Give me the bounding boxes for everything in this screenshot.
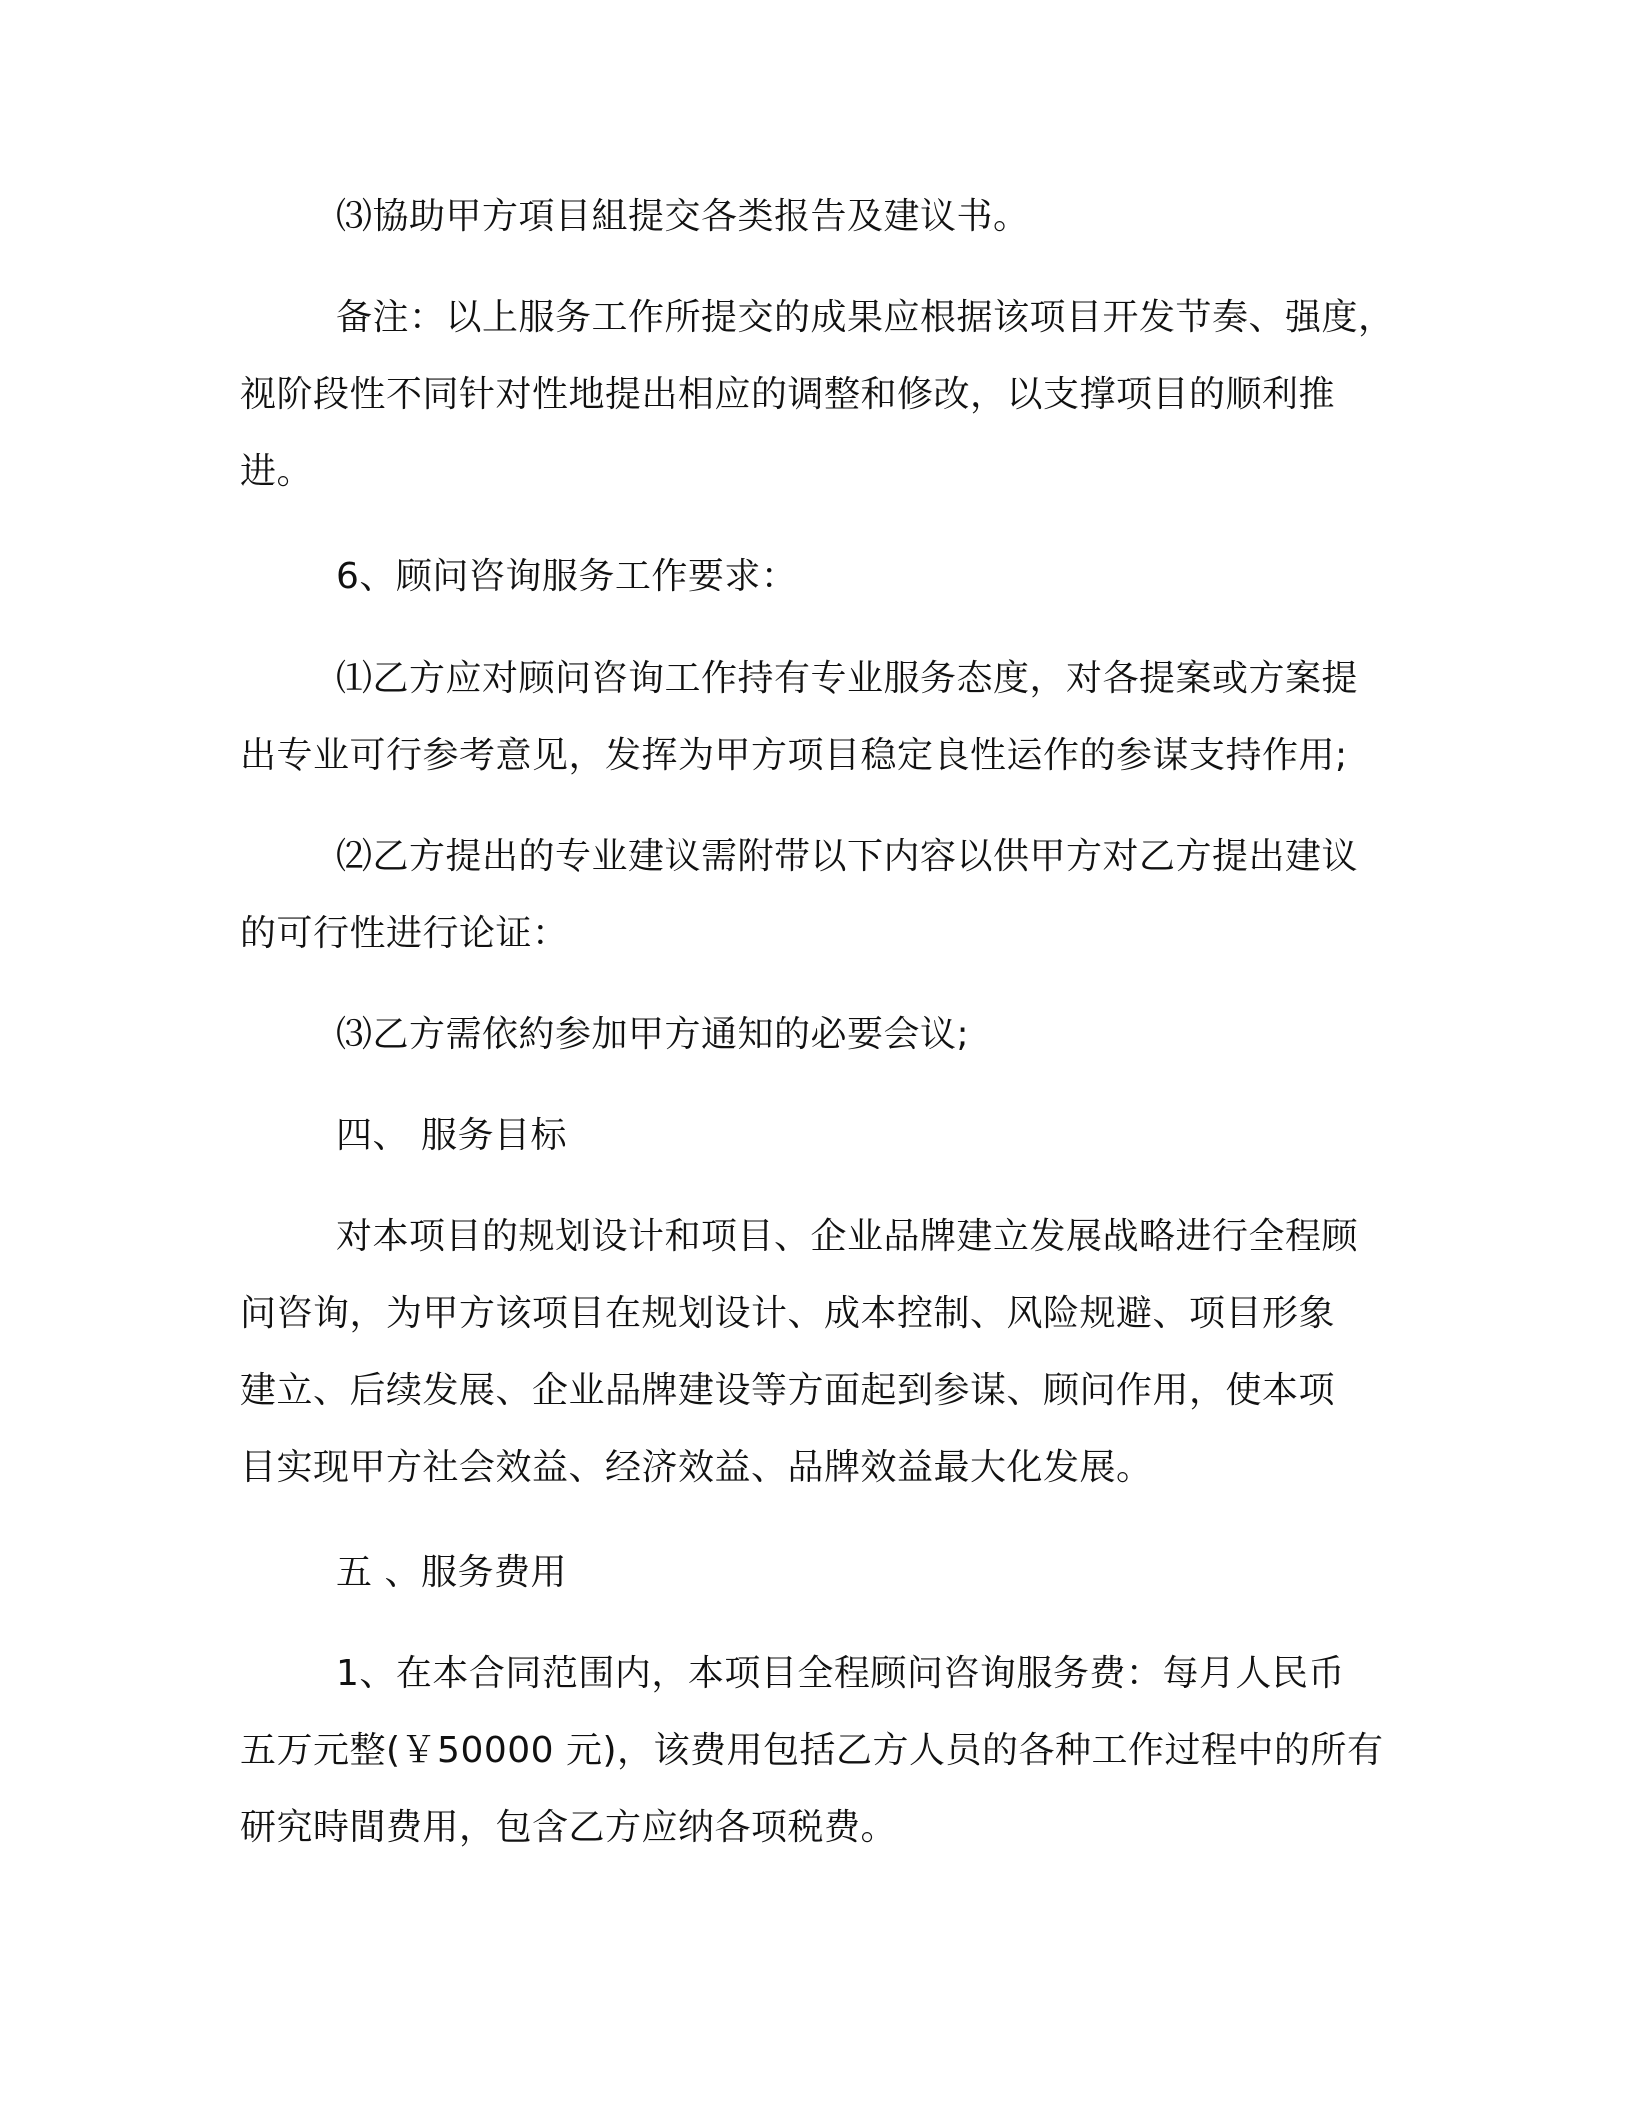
paragraph-requirement-3 xyxy=(240,996,1400,1073)
text-line: 1、在本合同范围内，本项目全程顾问咨询服务费：每月人民币 xyxy=(336,1653,1345,1694)
heading-service-fees xyxy=(240,1534,1400,1611)
text-line: 问咨询，为甲方该项目在规划设计、成本控制、风险规避、项目形象 xyxy=(240,1293,1336,1334)
paragraph-report-submission xyxy=(240,178,1400,255)
paragraph-requirement-2 xyxy=(240,818,1400,972)
text-line: 五 、服务费用 xyxy=(336,1552,567,1593)
text-line: 的可行性进行论证： xyxy=(240,913,569,954)
text-line: 五万元整(￥50000 元)，该费用包括乙方人员的各种工作过程中的所有 xyxy=(240,1730,1384,1771)
text-line: 备注：以上服务工作所提交的成果应根据该项目开发节奏、强度， xyxy=(336,297,1395,338)
paragraph-requirement-1 xyxy=(240,640,1400,794)
text-line: 6、顾问咨询服务工作要求： xyxy=(336,556,798,597)
heading-consulting-requirements xyxy=(240,538,1400,615)
text-line: 建立、后续发展、企业品牌建设等方面起到参谋、顾问作用，使本项 xyxy=(240,1370,1336,1411)
text-line: 出专业可行参考意见，发挥为甲方项目稳定良性运作的参谋支持作用; xyxy=(240,735,1348,776)
text-line: ⑶協助甲方項目組提交各类报告及建议书。 xyxy=(336,196,1030,237)
text-line: ⑵乙方提出的专业建议需附带以下内容以供甲方对乙方提出建议 xyxy=(336,836,1359,877)
text-line: ⑴乙方应对顾问咨询工作持有专业服务态度，对各提案或方案提 xyxy=(336,658,1359,699)
text-line: 目实现甲方社会效益、经济效益、品牌效益最大化发展。 xyxy=(240,1447,1153,1488)
text-line: 研究時間费用，包含乙方应纳各项税费。 xyxy=(240,1807,898,1848)
text-line: 对本项目的规划设计和项目、企业品牌建立发展战略进行全程顾 xyxy=(336,1216,1359,1257)
heading-service-goals xyxy=(240,1097,1400,1174)
text-line: 进。 xyxy=(240,451,314,492)
text-line: ⑶乙方需依約参加甲方通知的必要会议; xyxy=(336,1014,970,1055)
text-line: 视阶段性不同针对性地提出相应的调整和修改，以支撑项目的顺利推 xyxy=(240,374,1336,415)
text-line: 四、 服务目标 xyxy=(336,1115,567,1156)
paragraph-service-fee-1 xyxy=(240,1635,1400,1866)
paragraph-remark xyxy=(240,279,1400,510)
paragraph-service-goals xyxy=(240,1198,1400,1506)
